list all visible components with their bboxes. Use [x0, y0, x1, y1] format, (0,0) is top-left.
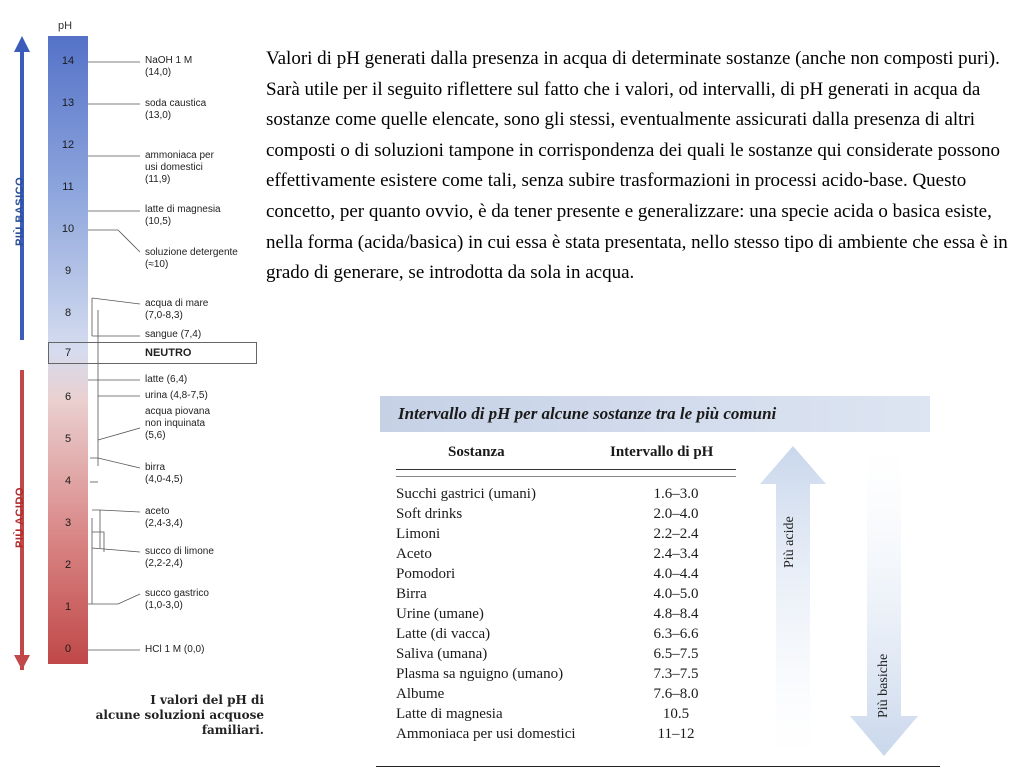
ph-number: 8 — [64, 307, 72, 319]
substance-label: succo gastrico (1,0-3,0) — [145, 588, 209, 611]
ph-number: 4 — [64, 475, 72, 487]
table-row — [396, 546, 736, 566]
more-basic-table-label: Più basiche — [876, 653, 891, 718]
table-row — [396, 666, 736, 686]
row-substance: Succhi gastrici (umani) — [396, 486, 536, 502]
ph-number: 5 — [64, 433, 72, 445]
row-substance: Plasma sa nguigno (umano) — [396, 666, 564, 682]
row-substance: Aceto — [396, 546, 432, 562]
more-acid-label: PIÙ ACIDO — [14, 487, 26, 548]
ph-header: pH — [58, 20, 73, 32]
row-range: 2.2–2.4 — [653, 526, 699, 542]
row-substance: Urine (umane) — [396, 606, 484, 622]
ph-number: 6 — [64, 391, 72, 403]
table-row — [396, 686, 736, 706]
row-range: 1.6–3.0 — [653, 486, 699, 502]
row-range: 4.0–4.4 — [653, 566, 699, 582]
row-range: 7.6–8.0 — [653, 686, 699, 702]
ph-number: 7 — [64, 347, 72, 359]
ph-number: 3 — [64, 517, 72, 529]
ph-number: 1 — [64, 601, 72, 613]
row-range: 2.0–4.0 — [653, 506, 699, 522]
substance-label: acqua piovana non inquinata (5,6) — [145, 406, 211, 441]
substance-label: ammoniaca per usi domestici (11,9) — [145, 150, 214, 185]
table-title: Intervallo di pH per alcune sostanze tra le più comuni — [380, 396, 930, 432]
substance-label: latte di magnesia (10,5) — [145, 204, 221, 227]
ph-number: 11 — [62, 181, 74, 193]
header-rule — [396, 469, 736, 470]
table-row — [396, 626, 736, 646]
substance-label: sangue (7,4) — [145, 329, 202, 340]
more-acidic-arrow — [760, 446, 826, 756]
more-acidic-label: Più acide — [782, 516, 797, 568]
substance-label: succo di limone (2,2-2,4) — [145, 546, 214, 569]
substance-label: aceto (2,4-3,4) — [145, 506, 183, 529]
table-row — [396, 646, 736, 666]
more-acid-arrow-head — [14, 655, 30, 670]
row-substance: Soft drinks — [396, 506, 463, 522]
scale-caption — [34, 693, 264, 738]
row-range: 2.4–3.4 — [653, 546, 699, 562]
row-substance: Birra — [396, 586, 427, 602]
table-bottom-rule — [376, 766, 940, 767]
caption-line-1: I valori del pH di — [150, 693, 264, 707]
row-range: 6.5–7.5 — [653, 646, 699, 662]
header-rule-2 — [396, 476, 736, 477]
substance-label: acqua di mare (7,0-8,3) — [145, 298, 209, 321]
row-range: 4.0–5.0 — [653, 586, 699, 602]
table-row — [396, 566, 736, 586]
table-row — [396, 506, 736, 526]
substance-label: HCl 1 M (0,0) — [145, 644, 205, 655]
scale-arrows-lines — [0, 0, 265, 768]
ph-number: 12 — [61, 139, 75, 151]
ph-number: 13 — [61, 97, 75, 109]
more-basic-label: PIÙ BASICO — [14, 176, 26, 246]
row-substance: Pomodori — [396, 566, 456, 582]
ph-number: 2 — [64, 559, 72, 571]
row-range: 7.3–7.5 — [653, 666, 699, 682]
row-substance: Latte (di vacca) — [396, 626, 491, 642]
table-row — [396, 586, 736, 606]
ph-scale-figure — [0, 0, 265, 768]
ph-range-table-figure — [380, 396, 950, 768]
substance-label: urina (4,8-7,5) — [145, 390, 208, 401]
table-arrows — [760, 446, 950, 766]
table-row — [396, 606, 736, 626]
ph-number: 10 — [61, 223, 75, 235]
ph-number: 14 — [61, 55, 75, 67]
ph-number: 0 — [64, 643, 72, 655]
neutral-label: NEUTRO — [145, 347, 192, 359]
explanation-paragraph: Valori di pH generati dalla presenza in acqua di determinate sostanze (anche non composti puri). Sarà utile per il seguito riflettere sul fatto che i valori, od intervalli, di pH generati in acqua da sostanze come quelle elencate, sono gli stessi, eventualmente assicurati dalla presenza di altri composti o di soluzioni tampone in corrispondenza dei quali le sostanze qui considerate possono effettivamente esistere come tali, senza subire trasformazioni in processi acido-base. Questo concetto, per quanto ovvio, è da tener presente e generalizzare: una specie acida o basica esiste, nella forma (acida/basica) in cui essa è stata presentata, nello stesso tipo di ambiente che essa è in grado di generare, se introdotta da sola in acqua. — [266, 48, 1008, 284]
column-header-substance: Sostanza — [448, 444, 505, 460]
row-range: 4.8–8.4 — [653, 606, 699, 622]
row-substance: Albume — [396, 686, 445, 702]
row-substance: Ammoniaca per usi domestici — [396, 726, 576, 742]
substance-label: NaOH 1 M (14,0) — [145, 55, 193, 78]
ph-number: 9 — [64, 265, 72, 277]
row-substance: Latte di magnesia — [396, 706, 503, 722]
substance-label: latte (6,4) — [145, 374, 188, 385]
substance-label: birra (4,0-4,5) — [145, 462, 183, 485]
row-substance: Limoni — [396, 526, 441, 542]
substance-label: soda caustica (13,0) — [145, 98, 207, 121]
table-row — [396, 486, 736, 506]
table-row — [396, 706, 736, 726]
row-range: 6.3–6.6 — [653, 626, 699, 642]
table-row — [396, 726, 736, 746]
table-row — [396, 526, 736, 546]
caption-line-2: alcune soluzioni acquose familiari. — [95, 708, 264, 737]
row-range: 11–12 — [657, 726, 695, 742]
column-header-range: Intervallo di pH — [610, 444, 714, 460]
substance-label: soluzione detergente (≈10) — [145, 247, 238, 270]
row-substance: Saliva (umana) — [396, 646, 488, 662]
row-range: 10.5 — [662, 706, 690, 722]
